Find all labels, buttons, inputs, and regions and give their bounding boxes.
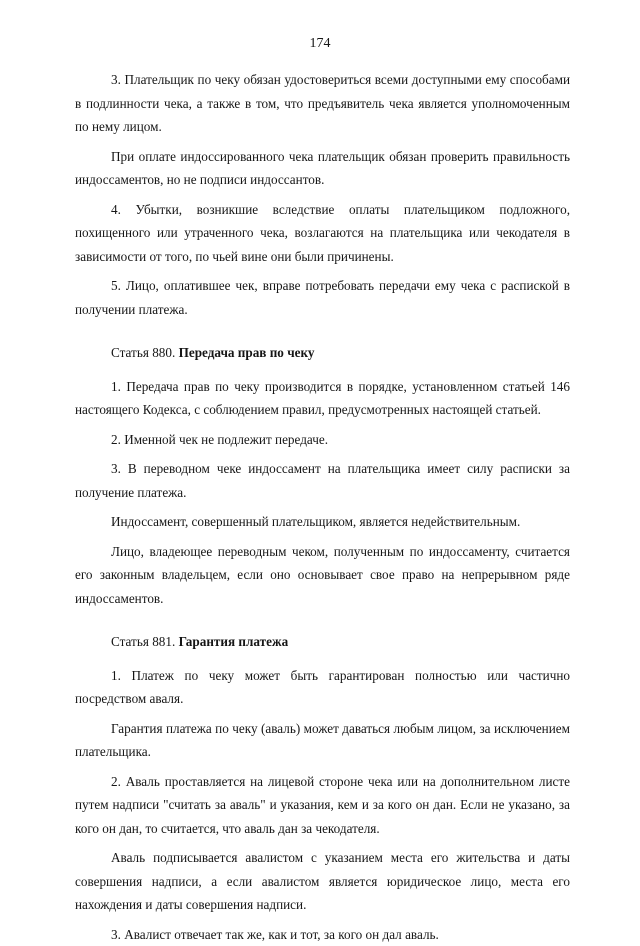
paragraph: 2. Именной чек не подлежит передаче.	[75, 428, 570, 452]
paragraph: Аваль подписывается авалистом с указанием места его жительства и даты совершения надписи, а если авалистом является юридическое лицо, места его нахождения и даты совершения надписи.	[75, 846, 570, 917]
article-label: Статья 881.	[111, 634, 175, 649]
paragraph: 1. Передача прав по чеку производится в порядке, установленном статьей 146 настоящего Кодекса, с соблюдением правил, предусмотренных настоящей статьей.	[75, 375, 570, 422]
article-label: Статья 880.	[111, 345, 175, 360]
paragraph: Гарантия платежа по чеку (аваль) может даваться любым лицом, за исключением плательщика.	[75, 717, 570, 764]
article-880-heading	[75, 341, 570, 365]
paragraph: При оплате индоссированного чека плательщик обязан проверить правильность индоссаментов, но не подписи индоссантов.	[75, 145, 570, 192]
paragraph: 3. Авалист отвечает так же, как и тот, за кого он дал аваль.	[75, 923, 570, 946]
article-881-heading	[75, 630, 570, 654]
page-number: 174	[0, 32, 640, 56]
paragraph: Индоссамент, совершенный плательщиком, является недействительным.	[75, 510, 570, 534]
paragraph: 3. В переводном чеке индоссамент на плательщика имеет силу расписки за получение платежа.	[75, 457, 570, 504]
article-title: Гарантия платежа	[179, 634, 289, 649]
article-title: Передача прав по чеку	[179, 345, 315, 360]
paragraph: 2. Аваль проставляется на лицевой стороне чека или на дополнительном листе путем надписи "считать за аваль" и указания, кем и за кого он дан. Если не указано, за кого он дан, то считается, что аваль дан за чекодателя.	[75, 770, 570, 841]
paragraph: Лицо, владеющее переводным чеком, полученным по индоссаменту, считается его законным владельцем, если оно основывает свое право на непрерывном ряде индоссаментов.	[75, 540, 570, 611]
paragraph: 5. Лицо, оплатившее чек, вправе потребовать передачи ему чека с распиской в получении платежа.	[75, 274, 570, 321]
paragraph: 3. Плательщик по чеку обязан удостовериться всеми доступными ему способами в подлинности чека, а также в том, что предъявитель чека является уполномоченным по нему лицом.	[75, 68, 570, 139]
paragraph: 1. Платеж по чеку может быть гарантирован полностью или частично посредством аваля.	[75, 664, 570, 711]
paragraph: 4. Убытки, возникшие вследствие оплаты плательщиком подложного, похищенного или утраченного чека, возлагаются на плательщика или чекодателя в зависимости от того, по чьей вине они были причинены.	[75, 198, 570, 269]
document-body	[75, 68, 570, 946]
